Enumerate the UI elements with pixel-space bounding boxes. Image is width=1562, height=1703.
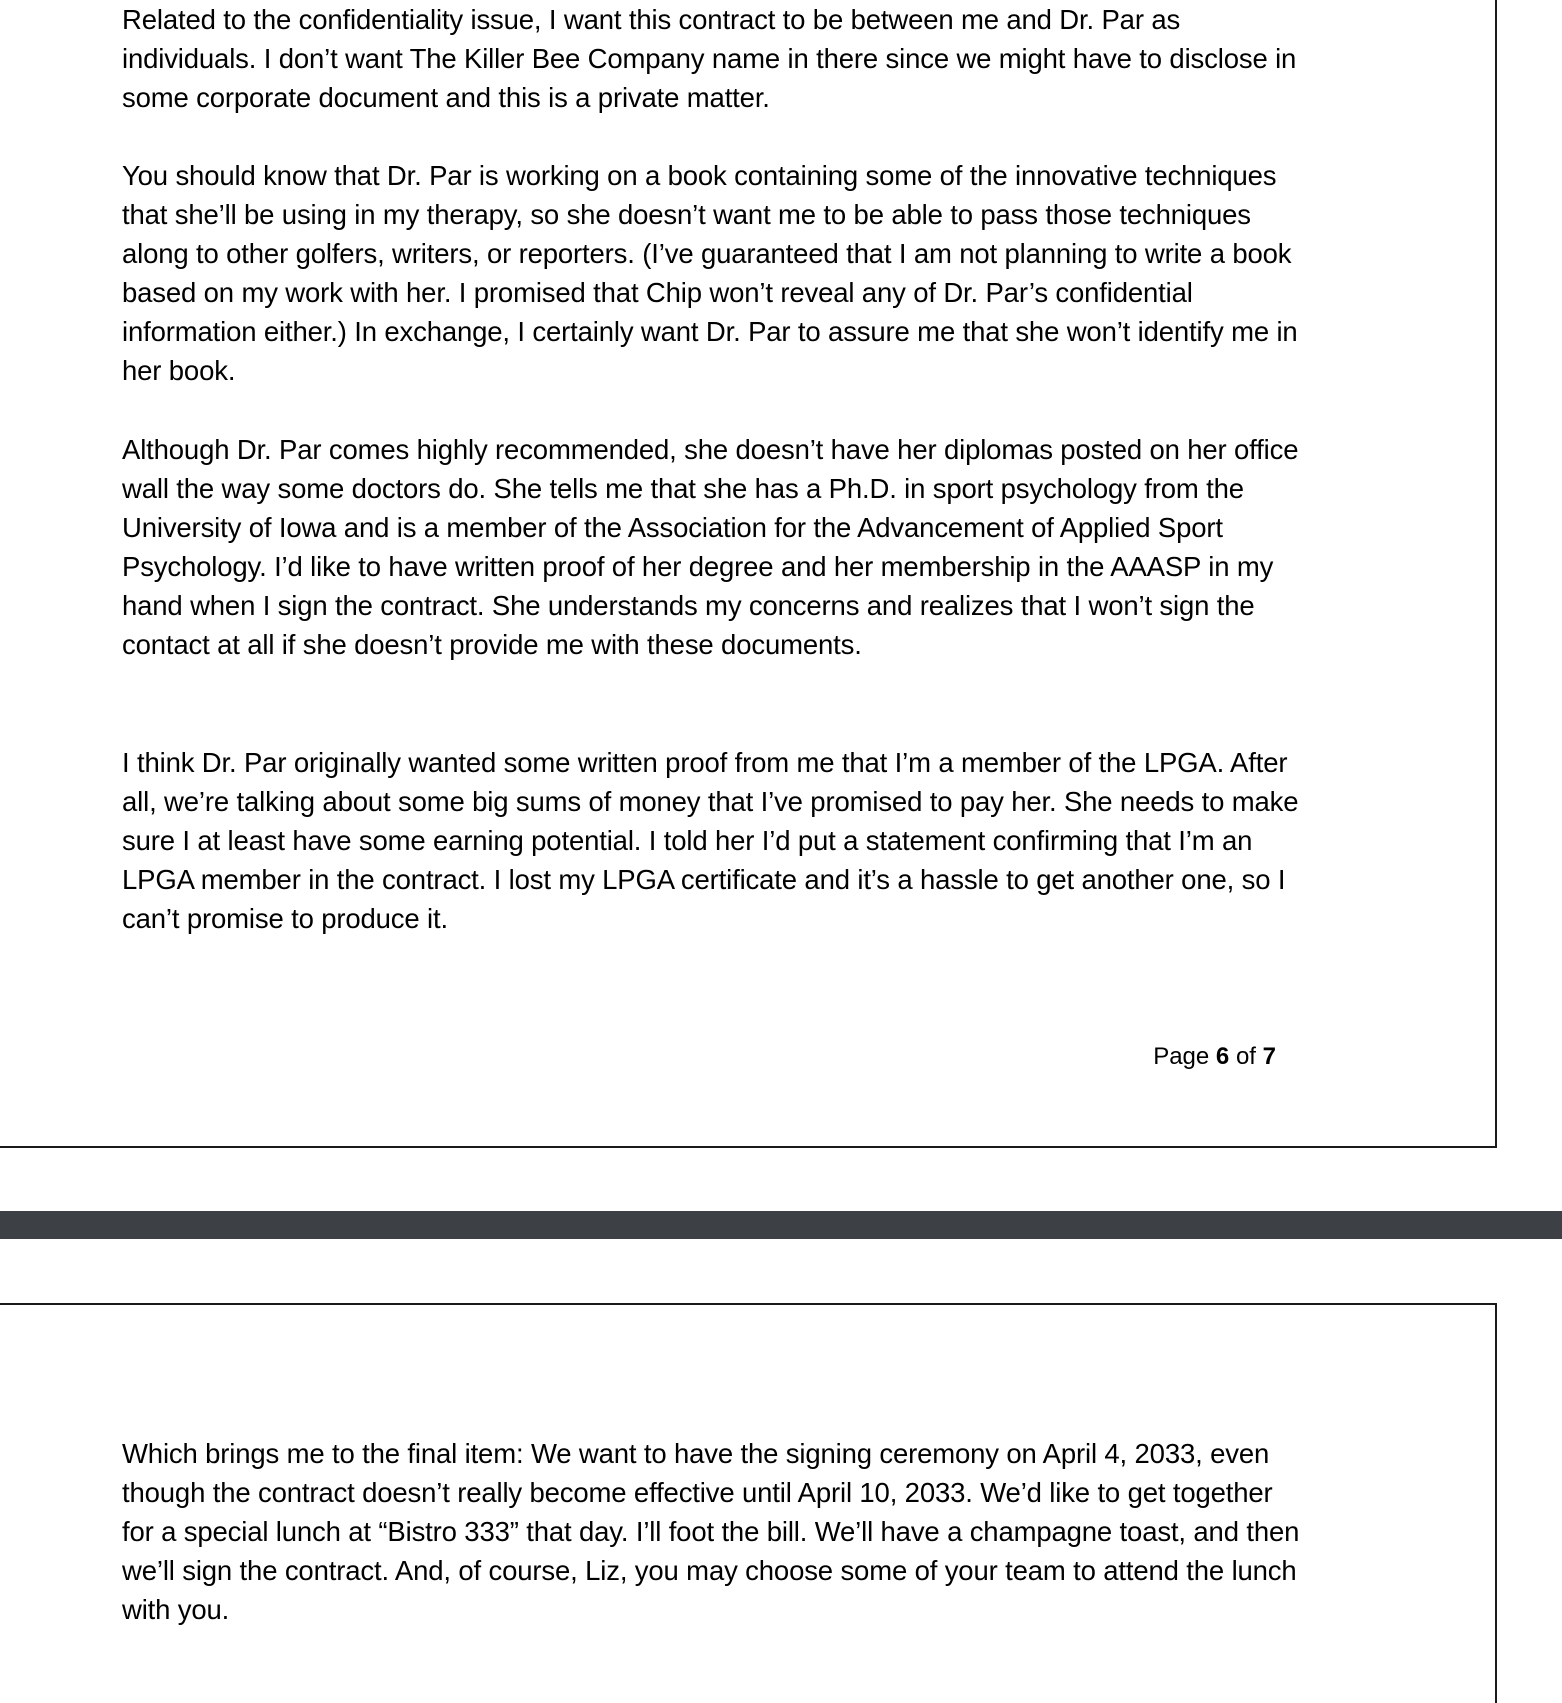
paragraph-lpga-proof: I think Dr. Par originally wanted some written proof from me that I’m a member of the LPGA. After all, we’re talking about some big sums of money that I’ve promised to pay her. She needs to make sure I at least have some earning potential. I told her I’d put a statement confirming that I’m an LPGA member in the contract. I lost my LPGA certificate and it’s a hassle to get another one, so I can’t promise to produce it. xyxy=(122,747,1299,934)
document-page-7 xyxy=(0,1303,1497,1703)
paragraph-diplomas: Although Dr. Par comes highly recommended, she doesn’t have her diplomas posted on her office wall the way some doctors do. She tells me that she has a Ph.D. in sport psychology from the University of Iowa and is a member of the Association for the Advancement of Applied Sport Psychology. I’d like to have written proof of her degree and her membership in the AAASP in my hand when I sign the contract. She understands my concerns and realizes that I won’t sign the contact at all if she doesn’t provide me with these documents. xyxy=(122,434,1299,660)
total-page-count: 7 xyxy=(1262,1043,1276,1070)
page-number-footer xyxy=(1000,1042,1276,1072)
page-label: Page xyxy=(1153,1043,1216,1070)
paragraph-confidentiality: Related to the confidentiality issue, I want this contract to be between me and Dr. Par as individuals. I don’t want The Killer Bee Company name in there since we might have to disclose in some corporate document and this is a private matter. xyxy=(122,4,1297,113)
page-separator-bar xyxy=(0,1211,1562,1239)
current-page-number: 6 xyxy=(1215,1043,1230,1070)
paragraph-book-techniques: You should know that Dr. Par is working on a book containing some of the innovative techniques that she’ll be using in my therapy, so she doesn’t want me to be able to pass those techniques along to other golfers, writers, or reporters. (I’ve guaranteed that I am not planning to write a book based on my work with her. I promised that Chip won’t reveal any of Dr. Par’s confidential information either.) In exchange, I certainly want Dr. Par to assure me that she won’t identify me in her book. xyxy=(122,160,1298,386)
page-of-label: of xyxy=(1229,1043,1263,1070)
paragraph-signing-ceremony: Which brings me to the final item: We want to have the signing ceremony on April 4, 2033, even though the contract doesn’t really become effective until April 10, 2033. We’d like to get together for a special lunch at “Bistro 333” that day. I’ll foot the bill. We’ll have a champagne toast, and then we’ll sign the contract. And, of course, Liz, you may choose some of your team to attend the lunch with you. xyxy=(122,1438,1300,1625)
